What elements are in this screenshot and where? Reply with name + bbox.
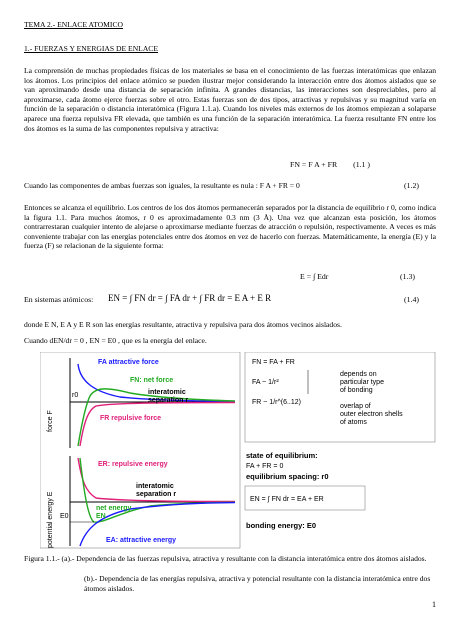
- paragraph-5: Cuando dEN/dr = 0 , EN = E0 , que es la energía del enlace.: [24, 336, 207, 345]
- r0-label: r0: [72, 392, 79, 399]
- force-axis-label: force F: [47, 410, 54, 432]
- paragraph-4: donde E N, E A y E R son las energías resultante, atractiva y repulsiva para dos átomos vecinos aislados.: [24, 320, 342, 329]
- figure-caption-b: (b).- Dependencia de las energías repulsiva, atractiva y potencial resultante con la distancia interatómica entre dos átomos aislados.: [84, 574, 431, 593]
- equation-4: EN = ∫ FN dr = ∫ FA dr + ∫ FR dr = E A + E R: [108, 293, 272, 303]
- en-integral: EN = ∫ FN dr = EA + ER: [250, 496, 324, 503]
- overlap-line-2: outer electron shells: [340, 411, 403, 418]
- net-energy-label: net energy: [96, 505, 132, 512]
- equation-3: E = ∫ Edr: [300, 272, 329, 281]
- state-equilibrium: state of equilibrium:: [246, 451, 318, 460]
- paragraph-3: Entonces se alcanza el equilibrio. Los centros de los dos átomos permanecerán separados por la distancia de equilibrio r 0, como indica la figura 1.1. Para muchos átomos, r 0 es aproximadamente 0.3 nm (3 Å). Una vez que alcanzan esta posición, los átomos contrarrestaran cualquier intento de alejarse o aproximarse mediante fuerzas de atracción o repulsión, respectivamente. A veces es más conveniente trabajar con las energías potenciales entre dos átomos en vez de hacerlo con fuerzas. Matemáticamente, la energía (E) y la fuerza (F) se relacionan de la siguiente forma:: [24, 203, 436, 251]
- figure-caption-a: Figura 1.1.- (a).- Dependencia de las fuerzas repulsiva, atractiva y resultante con la distancia interatómica entre dos átomos aislados.: [24, 554, 427, 563]
- er-label: ER: repulsive energy: [98, 461, 168, 468]
- depends-line-3: of bonding: [340, 387, 373, 394]
- fr-proportional: FR ~ 1/r^(6..12): [252, 399, 301, 406]
- equation-1-text: FN = F A + FR: [290, 160, 338, 169]
- e0-label: E0: [60, 513, 69, 520]
- separation2-label-1: interatomic: [136, 483, 174, 490]
- ea-label: EA: attractive energy: [106, 537, 177, 544]
- figure-1-1: [40, 352, 440, 552]
- equation-4-intro: En sistemas atómicos:: [24, 295, 94, 304]
- overlap-line-3: of atoms: [340, 419, 367, 426]
- fa-label: FA attractive force: [98, 359, 159, 366]
- chapter-heading: TEMA 2.- ENLACE ATOMICO: [24, 20, 123, 29]
- fn-label: FN: net force: [130, 377, 174, 384]
- equilibrium-spacing: equilibrium spacing: r0: [246, 472, 329, 481]
- energy-axis-label: potential energy E: [47, 491, 54, 548]
- fn-equation: FN = FA + FR: [252, 359, 295, 366]
- depends-line-1: depends on: [340, 371, 377, 378]
- overlap-line-1: overlap of: [340, 403, 371, 410]
- fa-fr-zero: FA + FR = 0: [246, 463, 284, 470]
- depends-line-2: particular type: [340, 379, 384, 386]
- equation-1-number: (1.1 ): [353, 160, 370, 169]
- section-heading: 1.- FUERZAS Y ENERGIAS DE ENLACE: [24, 44, 159, 53]
- fr-label: FR repulsive force: [100, 415, 162, 422]
- separation-label-1: interatomic: [148, 389, 186, 396]
- bonding-energy: bonding energy: E0: [246, 521, 317, 530]
- equation-2-number: (1.2): [404, 181, 419, 190]
- fa-proportional: FA ~ 1/r²: [252, 379, 279, 386]
- page-number: 1: [432, 600, 436, 609]
- paragraph-1: La comprensión de muchas propiedades físicas de los materiales se basa en el conocimiento de las fuerzas interatómicas que enlazan los átomos. Los principios del enlace atómico se pueden ilustrar mejor considerando la interacción entre dos átomos aislados que se van aproximando desde una distancia de separación infinita. A grandes distancias, las interacciones son despreciables, pero al aproximarse, cada átomo ejerce fuerzas sobre el otro. Estas fuerzas son de dos tipos, atractivas y repulsivas y su magnitud varía en función de la separación o distancia interatómica (Figura 1.1.a). Cuando los niveles más externos de los átomos empiezan a solaparse aparece una fuerza repulsiva FR elevada, que también es una función de la separación interatómica. La fuerza resultante FN entre los dos átomos es la suma de las componentes repulsiva y atractiva:: [24, 66, 436, 133]
- equation-4-number: (1.4): [404, 295, 419, 304]
- en-label: EN: [96, 513, 106, 520]
- equation-1: [290, 160, 370, 169]
- equation-3-number: (1.3): [400, 272, 415, 281]
- separation-label-2: separation r: [148, 397, 189, 404]
- separation2-label-2: separation r: [136, 491, 177, 498]
- paragraph-2: Cuando las componentes de ambas fuerzas son iguales, la resultante es nula : F A + FR = 0: [24, 181, 300, 190]
